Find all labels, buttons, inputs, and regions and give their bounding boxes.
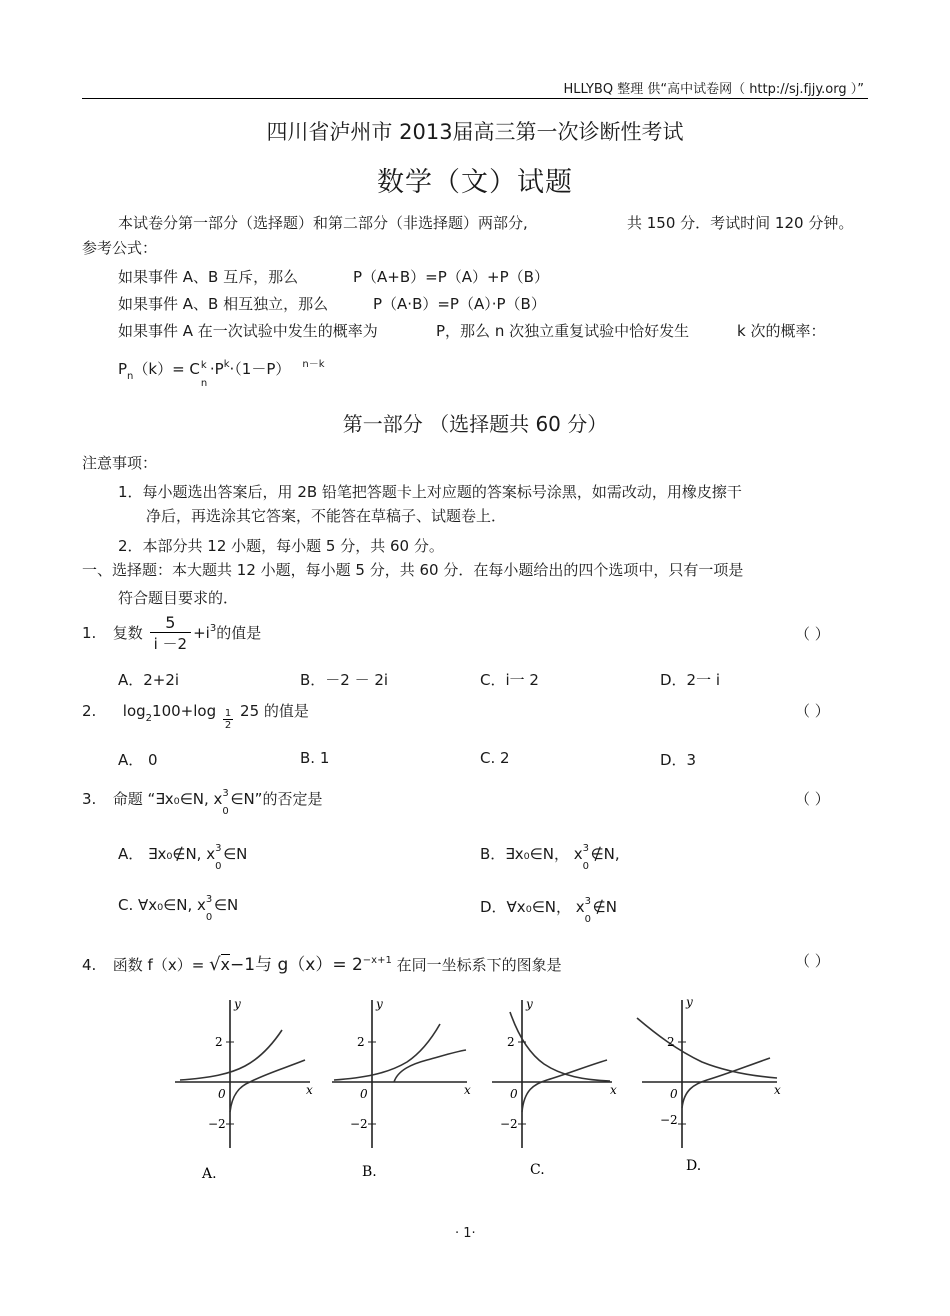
question-1 [82, 613, 261, 654]
intro-paragraph-a: 本试卷分第一部分（选择题）和第二部分（非选择题）两部分, [118, 214, 528, 232]
graph-b-label: B. [362, 1164, 377, 1180]
f4-mid: ·P [209, 360, 224, 378]
q3-a-sup: 3 [215, 843, 222, 854]
notice-label: 注意事项： [82, 454, 158, 472]
graph-d-origin: 0 [670, 1087, 678, 1101]
q2-option-b: B. 1 [300, 749, 330, 767]
q3-option-c [118, 894, 239, 923]
q3-b-sup: 3 [582, 843, 589, 854]
notice-1b: 净后，再选涂其它答案，不能答在草稿子、试题卷上． [146, 507, 507, 525]
q1-fraction [150, 613, 191, 654]
graph-c-y-label: y [526, 997, 533, 1011]
q3-d-sup: 3 [584, 896, 592, 907]
q3-c-sup: 3 [205, 894, 213, 905]
graph-b [332, 997, 471, 1180]
q3-sup: 3 [222, 788, 229, 799]
graph-c-x-label: x [610, 1083, 617, 1097]
f4-n: n [127, 371, 134, 382]
intro-paragraph-b: 共 150 分．考试时间 120 分钟。 [627, 214, 854, 232]
q1-fraction-den: i －2 [153, 635, 188, 653]
q3-b-sub: 0 [582, 861, 589, 872]
q1-number: 1. [82, 624, 97, 642]
graph-c-label: C. [530, 1162, 545, 1178]
formula-3-a: 如果事件 A 在一次试验中发生的概率为 [118, 322, 378, 340]
q1-tail: 的值是 [216, 624, 262, 642]
q2-log: log [122, 702, 146, 720]
page-header-source: HLLYBQ 整理 供“高中试卷网（ http://sj.fjjy.org ）” [563, 82, 864, 97]
graph-d-tick-2: 2 [667, 1035, 675, 1049]
graph-b-tick-neg2: −2 [350, 1117, 368, 1131]
formula-label: 参考公式： [82, 239, 158, 257]
q3-d-tail: ∉N [592, 898, 617, 916]
formula-4-binomial [118, 358, 325, 389]
q2-text-c: 25 的值是 [240, 702, 309, 720]
q3-c-tail: ∈N [213, 896, 239, 914]
q3-text-b: ∈N”的否定是 [230, 790, 323, 808]
q1-plus: +i [193, 624, 210, 642]
graph-a-origin: 0 [218, 1087, 226, 1101]
graph-c [492, 997, 617, 1178]
question-3 [82, 788, 323, 817]
graph-a-tick-2: 2 [215, 1035, 223, 1049]
notice-2: 2．本部分共 12 小题，每小题 5 分，共 60 分。 [118, 537, 444, 555]
f4-p: P [118, 360, 128, 378]
graph-c-tick-neg2: −2 [500, 1117, 518, 1131]
formula-2-condition: 如果事件 A、B 相互独立，那么 [118, 295, 329, 313]
graph-d-x-label: x [774, 1083, 781, 1097]
q3-option-d [480, 896, 617, 925]
q3-c-text: C. ∀x₀∈N, x [118, 896, 206, 914]
q2-half-den: 2 [224, 720, 232, 731]
graph-a-x-label: x [306, 1083, 313, 1097]
q1-option-d: D．2一 i [660, 671, 721, 689]
exam-subtitle: 数学（文）试题 [377, 167, 573, 198]
question-4 [82, 950, 562, 975]
exam-title: 四川省泸州市 2013届高三第一次诊断性考试 [266, 120, 684, 144]
q2-option-d: D．3 [660, 751, 697, 769]
f4-arg: （k）= C [133, 360, 200, 378]
graph-d [637, 995, 781, 1174]
q3-b-text: B．∃x₀∈N， x [480, 845, 583, 863]
q1-fraction-num: 5 [150, 613, 191, 633]
q2-text-b: 100+log [152, 702, 217, 720]
q3-a-tail: ∈N [223, 845, 248, 863]
q3-option-a [118, 843, 248, 872]
sqrt-icon: √ [209, 954, 221, 975]
q4-number: 4. [82, 956, 97, 974]
graph-d-y-label: y [686, 995, 693, 1009]
question-2 [82, 700, 309, 731]
q1-option-a: A．2+2i [118, 671, 180, 689]
q4-text-b: −1与 g（x）= 2 [230, 955, 363, 975]
q3-sub: 0 [222, 806, 229, 817]
q1-option-c: C．i一 2 [480, 671, 539, 689]
graph-b-x-label: x [464, 1083, 471, 1097]
f4-exp: n－k [302, 359, 325, 370]
q2-option-c: C. 2 [480, 749, 510, 767]
q1-exp: 3 [209, 623, 217, 634]
graph-a [175, 997, 313, 1182]
graph-b-tick-2: 2 [357, 1035, 365, 1049]
f4-k-sup: k [200, 360, 207, 371]
q4-answer-paren: （ ） [795, 952, 830, 970]
q3-c-sub: 0 [205, 912, 213, 923]
q3-d-sub: 0 [584, 914, 592, 925]
q2-half-num: 1 [224, 708, 232, 719]
q3-a-sub: 0 [215, 861, 222, 872]
q3-b-tail: ∉N, [590, 845, 620, 863]
q4-text-a: 函数 f（x）= [112, 956, 205, 974]
q3-option-b [480, 843, 620, 872]
formula-3-b: P，那么 n 次独立重复试验中恰好发生 [436, 322, 690, 340]
part1-title: 第一部分 （选择题共 60 分） [342, 412, 608, 436]
q4-text-c: 在同一坐标系下的图象是 [396, 956, 562, 974]
graph-d-label: D. [686, 1158, 702, 1174]
q1-lead: 复数 [112, 624, 143, 642]
formula-3-c: k 次的概率： [737, 322, 826, 340]
graph-b-y-label: y [376, 997, 383, 1011]
graph-c-tick-2: 2 [507, 1035, 515, 1049]
formula-2-expr: P（A·B）=P（A）·P（B） [373, 295, 546, 313]
f4-n-sub: n [200, 378, 208, 389]
graph-b-origin: 0 [360, 1087, 368, 1101]
q2-half [223, 708, 233, 731]
q3-number: 3. [82, 790, 97, 808]
graph-a-tick-neg2: −2 [208, 1117, 226, 1131]
q1-option-b: B．－2 － 2i [300, 671, 389, 689]
graph-d-tick-neg2: −2 [660, 1113, 678, 1127]
q3-text-a: 命题 “∃x₀∈N, x [112, 790, 223, 808]
graph-a-y-label: y [234, 997, 241, 1011]
q1-answer-paren: （ ） [795, 625, 830, 643]
q2-answer-paren: （ ） [795, 702, 830, 720]
q4-exp: −x+1 [362, 955, 392, 966]
f4-k-sup2: k [223, 359, 230, 370]
notice-1a: 1．每小题选出答案后，用 2B 铅笔把答题卡上对应题的答案标号涂黑，如需改动，用橡皮擦干 [118, 483, 742, 501]
q4-graphs [160, 990, 800, 1190]
q2-log-base: 2 [145, 713, 153, 724]
formula-1-condition: 如果事件 A、B 互斥，那么 [118, 268, 299, 286]
q2-option-a: A． 0 [118, 751, 158, 769]
section-1b: 符合题目要求的． [118, 589, 239, 607]
graph-a-label: A. [202, 1166, 217, 1182]
formula-1-expr: P（A+B）=P（A）+P（B） [353, 268, 549, 286]
q3-a-text: A． ∃x₀∉N, x [118, 845, 216, 863]
section-1a: 一、选择题：本大题共 12 小题，每小题 5 分，共 60 分．在每小题给出的四个选项中，只有一项是 [82, 561, 744, 579]
q3-answer-paren: （ ） [795, 790, 830, 808]
f4-tail: ·（1－P） [229, 360, 291, 378]
q2-number: 2. [82, 702, 97, 720]
page-number: · 1· [455, 1226, 476, 1241]
graph-c-origin: 0 [510, 1087, 518, 1101]
header-rule [82, 98, 868, 99]
q3-d-text: D．∀x₀∈N， x [480, 898, 585, 916]
q4-sqrt-arg: x [220, 955, 231, 974]
